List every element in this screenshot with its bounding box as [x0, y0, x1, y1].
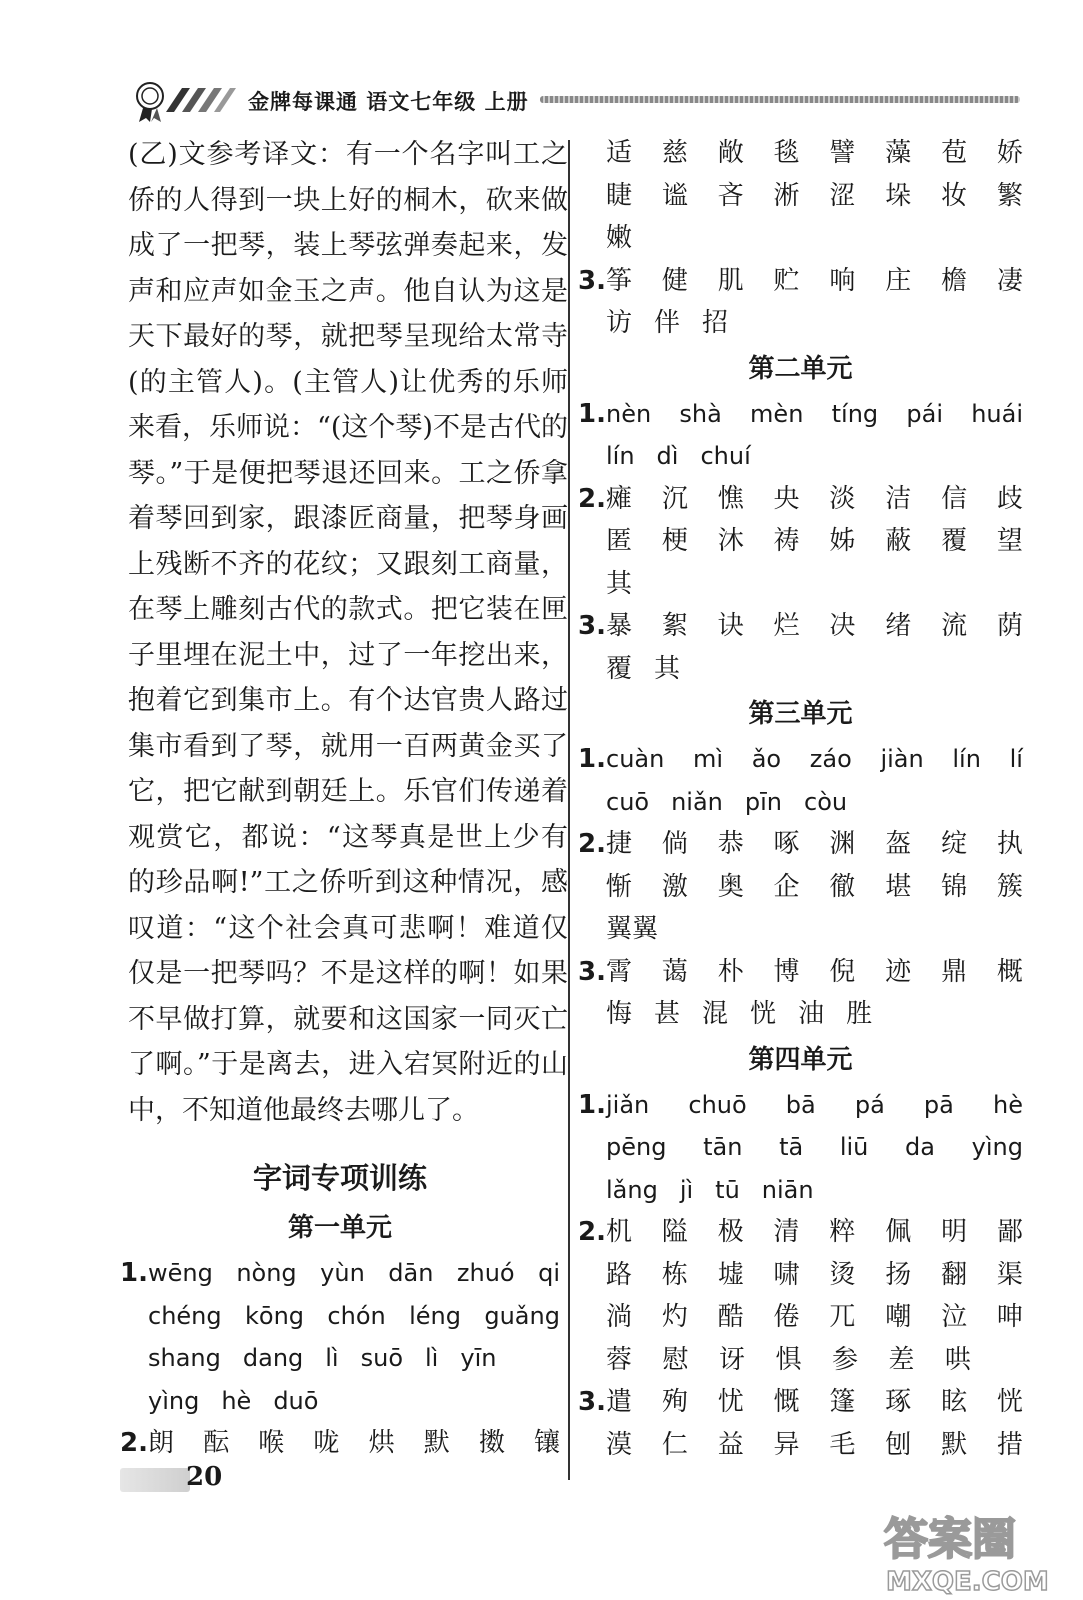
pinyin: hè	[221, 1386, 252, 1415]
char: 哄	[944, 1344, 971, 1375]
pinyin: lǎng	[606, 1175, 658, 1204]
pinyin: nèn	[606, 399, 652, 428]
unit1-q3	[578, 260, 1023, 345]
special-training-start	[120, 1152, 560, 1465]
question-number: 1.	[578, 398, 606, 429]
char: 倪	[829, 956, 856, 987]
char: 栋	[661, 1259, 688, 1290]
pinyin: yùn	[320, 1259, 365, 1287]
char: 苞	[941, 138, 968, 168]
char: 其	[654, 653, 681, 684]
char: 淡	[829, 483, 856, 514]
char-line	[606, 648, 1023, 691]
char: 隘	[661, 1217, 688, 1247]
pinyin: guǎng	[484, 1301, 560, 1330]
char: 妆	[941, 180, 968, 211]
char: 激	[661, 871, 688, 902]
unit3-title: 第三单元	[748, 699, 853, 729]
char: 渠	[996, 1259, 1023, 1290]
char: 漠	[606, 1429, 633, 1460]
char: 堪	[885, 871, 912, 902]
char: 譬	[829, 138, 856, 168]
pinyin: liū	[839, 1133, 869, 1161]
char-line	[606, 1424, 1023, 1467]
char: 烫	[829, 1259, 856, 1290]
char: 殉	[661, 1387, 688, 1417]
char: 极	[717, 1217, 744, 1247]
char-line	[606, 302, 1023, 345]
char: 谧	[661, 180, 688, 211]
char: 敞	[717, 138, 744, 168]
unit2-q2	[578, 478, 1023, 606]
pinyin: niǎn	[671, 787, 723, 816]
pinyin: tān	[703, 1133, 743, 1161]
unit1-title: 第一单元	[287, 1213, 392, 1243]
translation-paragraph: (乙)文参考译文：有一个名字叫工之侨的人得到一块上好的桐木，砍来做成了一把琴，装上琴弦弹奏起来，发声和应声如金玉之声。他自认为这是天下最好的琴，就把琴呈现给太常寺(的主管人)。(主管人)让优秀的乐师来看，乐师说：“(这个琴)不是古代的琴。”于是便把琴退还回来。工之侨拿着琴回到家，跟漆匠商量，把琴身画上残断不齐的花纹；又跟刻工商量，在琴上雕刻古代的款式。把它装在匣子里埋在泥土中，过了一年挖出来，抱着它到集市上。有个达官贵人路过集市看到了琴，就用一百两黄金买了它，把它献到朝廷上。乐官们传递着观赏它，都说：“这琴真是世上少有的珍品啊!”工之侨听到这种情况，感叹道：“这个社会真可悲啊！难道仅仅是一把琴吗？不是这样的啊！如果不早做打算，就要和这国家一同灭亡了啊。”于是离去，进入宕冥附近的山中，不知道他最终去哪儿了。	[128, 139, 568, 1126]
special-training-title: 字词专项训练	[252, 1161, 427, 1195]
char: 异	[773, 1429, 800, 1460]
pinyin: yīn	[460, 1344, 497, 1372]
char: 梗	[661, 526, 688, 556]
watermark-url: MXQE.COM	[886, 1567, 1049, 1596]
char: 篷	[829, 1387, 856, 1417]
char: 烂	[773, 611, 800, 641]
pinyin-line	[606, 393, 1023, 436]
pinyin: tū	[715, 1175, 740, 1204]
char: 毛	[829, 1429, 856, 1460]
char-line	[606, 478, 1023, 521]
pinyin: wēng	[148, 1259, 213, 1287]
char: 肌	[717, 265, 744, 296]
char: 藻	[885, 138, 912, 168]
char-line	[606, 1296, 1023, 1339]
watermark-text: 答案圈	[884, 1514, 1016, 1565]
watermark-logo	[880, 1500, 1080, 1596]
question-number: 2.	[120, 1428, 148, 1458]
unit3-q3	[578, 951, 1023, 1036]
pinyin: zhuó	[456, 1259, 515, 1287]
char: 酷	[717, 1302, 744, 1332]
char: 惭	[606, 871, 633, 902]
char: 洁	[885, 483, 912, 514]
pinyin: dān	[388, 1259, 434, 1287]
char-line	[606, 908, 1023, 951]
pinyin-line	[606, 738, 1023, 781]
char: 诀	[717, 611, 744, 641]
char: 蔽	[885, 526, 912, 556]
question-number: 3.	[578, 265, 606, 296]
char: 绽	[941, 829, 968, 859]
char: 望	[996, 526, 1023, 556]
pinyin-line	[148, 1252, 560, 1295]
char-line	[606, 605, 1023, 648]
char: 路	[606, 1259, 633, 1290]
pinyin-line	[148, 1337, 560, 1380]
char: 嫩	[606, 223, 633, 253]
char: 佩	[885, 1217, 912, 1247]
char-line	[606, 1254, 1023, 1297]
char-line	[606, 823, 1023, 866]
pinyin: lì	[425, 1344, 439, 1372]
char: 咙	[313, 1428, 340, 1458]
char: 簇	[996, 871, 1023, 902]
unit4-q1	[578, 1084, 1023, 1212]
pinyin: duō	[273, 1386, 319, 1415]
pinyin: lí	[1009, 745, 1023, 773]
unit2-q1	[578, 393, 1023, 478]
char: 蓉	[606, 1344, 633, 1375]
char-line	[606, 260, 1023, 303]
char: 呻	[996, 1302, 1023, 1332]
question-number: 3.	[578, 956, 606, 987]
pinyin: yìng	[971, 1133, 1023, 1161]
char: 翼	[632, 914, 659, 944]
pinyin: qi	[538, 1259, 560, 1287]
char: 眩	[941, 1387, 968, 1417]
header-rule	[540, 96, 1020, 103]
pinyin-line	[606, 1169, 1023, 1212]
char: 决	[829, 611, 856, 641]
char: 锦	[941, 871, 968, 902]
char: 恍	[996, 1387, 1023, 1417]
char: 油	[798, 999, 825, 1029]
question-number: 1.	[578, 1089, 606, 1120]
char: 擞	[478, 1428, 505, 1458]
char: 淌	[606, 1302, 633, 1332]
pinyin: lì	[325, 1344, 339, 1372]
char: 迹	[885, 956, 912, 987]
book-title: 金牌每课通 语文七年级 上册	[248, 90, 529, 114]
char-line	[148, 1422, 560, 1465]
page-footer	[120, 1462, 230, 1498]
char: 响	[829, 265, 856, 296]
pinyin: tíng	[831, 399, 879, 428]
char: 憔	[717, 483, 744, 514]
pinyin: còu	[804, 787, 848, 816]
char: 惧	[775, 1344, 802, 1375]
char: 盔	[885, 829, 912, 859]
page-number-shade	[120, 1468, 190, 1492]
char: 央	[773, 483, 800, 514]
column-divider	[568, 140, 570, 1480]
pinyin: pá	[854, 1090, 885, 1119]
pinyin: jiàn	[880, 745, 924, 773]
char: 荫	[996, 611, 1023, 641]
unit1-q2-continued	[578, 132, 1023, 260]
char: 吝	[717, 180, 744, 211]
char: 捷	[606, 829, 633, 859]
pinyin: chón	[327, 1301, 386, 1330]
char: 执	[996, 829, 1023, 859]
char: 檐	[941, 265, 968, 296]
char: 泣	[941, 1302, 968, 1332]
char: 絮	[661, 611, 688, 641]
translation-column	[128, 132, 568, 1133]
char-line	[606, 563, 1023, 606]
pinyin: chéng	[148, 1301, 222, 1330]
char: 朗	[148, 1428, 175, 1458]
pinyin-line	[606, 1126, 1023, 1169]
char: 徹	[829, 871, 856, 902]
char: 忧	[717, 1387, 744, 1417]
char: 信	[941, 483, 968, 514]
char: 沉	[661, 483, 688, 514]
char: 覆	[606, 653, 633, 684]
char: 啄	[773, 829, 800, 859]
char: 嘲	[885, 1302, 912, 1332]
char: 默	[941, 1429, 968, 1460]
pinyin: ǎo	[751, 745, 782, 773]
unit4-q3	[578, 1381, 1023, 1466]
char: 鄙	[996, 1217, 1023, 1247]
pinyin: pā	[923, 1090, 954, 1119]
char-line	[606, 866, 1023, 909]
char-line	[606, 1381, 1023, 1424]
char: 讶	[718, 1344, 745, 1375]
pinyin: chuō	[688, 1090, 747, 1119]
pinyin: cuàn	[606, 745, 665, 773]
answer-column	[578, 132, 1023, 1466]
char: 覆	[941, 526, 968, 556]
char: 瘫	[606, 483, 633, 514]
pinyin: tā	[779, 1133, 804, 1161]
char-line	[606, 175, 1023, 218]
pinyin-line	[148, 1380, 560, 1423]
char: 姊	[829, 526, 856, 556]
char: 沐	[717, 526, 744, 556]
char: 淅	[773, 180, 800, 211]
char: 措	[996, 1429, 1023, 1460]
unit2-title: 第二单元	[748, 353, 853, 384]
char-line	[606, 1211, 1023, 1254]
char: 烘	[368, 1428, 395, 1458]
char: 琢	[885, 1387, 912, 1417]
char: 扬	[885, 1259, 912, 1290]
pinyin-line	[606, 1084, 1023, 1127]
unit4-q2	[578, 1211, 1023, 1381]
pinyin: pēng	[606, 1133, 667, 1161]
pinyin: dang	[242, 1344, 304, 1372]
char: 翼	[606, 914, 633, 944]
char: 贮	[773, 265, 800, 296]
char: 益	[717, 1429, 744, 1460]
char: 甚	[654, 999, 681, 1029]
pinyin: nòng	[236, 1259, 297, 1287]
pinyin-line	[148, 1295, 560, 1338]
pinyin: hè	[992, 1090, 1023, 1119]
char: 奥	[717, 871, 744, 902]
question-number: 3.	[578, 611, 606, 641]
char: 倦	[773, 1302, 800, 1332]
char: 慰	[662, 1344, 689, 1375]
unit1-q1	[120, 1252, 560, 1422]
char: 流	[941, 611, 968, 641]
char-line	[606, 132, 1023, 175]
char: 恭	[717, 829, 744, 859]
char: 匿	[606, 526, 633, 556]
char-line	[606, 520, 1023, 563]
char: 绪	[885, 611, 912, 641]
pinyin: cuō	[606, 787, 650, 816]
unit4-title: 第四单元	[748, 1044, 853, 1075]
pinyin: jì	[679, 1175, 694, 1204]
char: 恍	[750, 999, 777, 1029]
char: 慨	[773, 1387, 800, 1417]
pinyin: jiǎn	[606, 1090, 650, 1119]
char: 清	[773, 1217, 800, 1247]
unit3-q1	[578, 738, 1023, 823]
char: 倘	[661, 829, 688, 859]
pinyin: niān	[761, 1175, 814, 1204]
page-header	[130, 78, 1030, 128]
pinyin-line	[606, 781, 1023, 824]
char: 墟	[717, 1259, 744, 1290]
char: 刨	[885, 1429, 912, 1460]
char: 凄	[996, 265, 1023, 296]
char: 机	[606, 1217, 633, 1247]
char: 访	[606, 308, 633, 338]
question-number: 2.	[578, 1217, 606, 1247]
char-line	[606, 1339, 1023, 1382]
unit1-q2	[120, 1422, 560, 1465]
char: 混	[702, 999, 729, 1029]
char: 渊	[829, 829, 856, 859]
char: 朴	[717, 956, 744, 987]
pinyin: kōng	[245, 1301, 305, 1330]
char-line	[606, 951, 1023, 994]
pinyin: mì	[693, 745, 724, 773]
question-number: 2.	[578, 829, 606, 859]
pinyin: bā	[785, 1090, 816, 1119]
pinyin: mèn	[750, 399, 804, 428]
pinyin: dì	[656, 442, 679, 470]
pinyin-line	[606, 435, 1023, 478]
pinyin: záo	[809, 745, 852, 773]
char: 翻	[941, 1259, 968, 1290]
char: 镶	[533, 1428, 560, 1458]
char-line	[606, 217, 1023, 260]
char: 娇	[996, 138, 1023, 168]
char: 企	[773, 871, 800, 902]
char: 差	[888, 1344, 915, 1375]
char: 其	[606, 568, 633, 599]
question-number: 1.	[578, 744, 606, 774]
char: 睫	[606, 180, 633, 211]
pinyin: shang	[148, 1344, 221, 1372]
char: 毯	[773, 138, 800, 168]
char: 暴	[606, 611, 633, 641]
char: 明	[941, 1217, 968, 1247]
question-number: 1.	[120, 1258, 148, 1288]
question-number: 3.	[578, 1387, 606, 1417]
pinyin: pīn	[744, 787, 783, 816]
char: 霄	[606, 956, 633, 987]
char-line	[606, 993, 1023, 1036]
char: 啸	[773, 1259, 800, 1290]
char: 胜	[846, 999, 873, 1029]
char: 灼	[661, 1302, 688, 1332]
pinyin: léng	[409, 1301, 461, 1330]
pinyin: lín	[952, 745, 981, 773]
char: 喉	[258, 1428, 285, 1458]
unit2-q3	[578, 605, 1023, 690]
pinyin: suō	[360, 1344, 404, 1372]
char: 遣	[606, 1387, 633, 1417]
char: 祷	[773, 526, 800, 556]
pinyin: lín	[606, 442, 635, 470]
char: 悔	[606, 999, 633, 1029]
char: 涩	[829, 180, 856, 211]
page-number: 20	[186, 1462, 223, 1492]
pinyin: chuí	[700, 442, 751, 470]
char: 酝	[203, 1428, 230, 1458]
char: 粹	[829, 1217, 856, 1247]
char: 繁	[996, 180, 1023, 211]
char: 参	[831, 1344, 858, 1375]
pinyin: yìng	[148, 1386, 200, 1415]
pinyin: pái	[906, 399, 943, 428]
char: 仁	[661, 1429, 688, 1460]
char: 兀	[829, 1302, 856, 1332]
char: 庄	[885, 265, 912, 296]
char: 歧	[996, 483, 1023, 514]
pinyin: da	[905, 1133, 935, 1161]
char: 健	[661, 265, 688, 296]
char: 垛	[885, 180, 912, 211]
char: 鼎	[941, 956, 968, 987]
char: 筝	[606, 265, 633, 296]
unit3-q2	[578, 823, 1023, 951]
pinyin: shà	[679, 399, 722, 428]
char: 概	[996, 956, 1023, 987]
char: 默	[423, 1428, 450, 1458]
pinyin: huái	[971, 399, 1023, 428]
char: 适	[606, 138, 633, 168]
gold-medal-logo-icon	[130, 78, 250, 124]
char: 伴	[654, 308, 681, 338]
char: 蔼	[661, 956, 688, 987]
char: 慈	[661, 138, 688, 168]
question-number: 2.	[578, 483, 606, 514]
char: 博	[773, 956, 800, 987]
char: 招	[702, 308, 729, 338]
